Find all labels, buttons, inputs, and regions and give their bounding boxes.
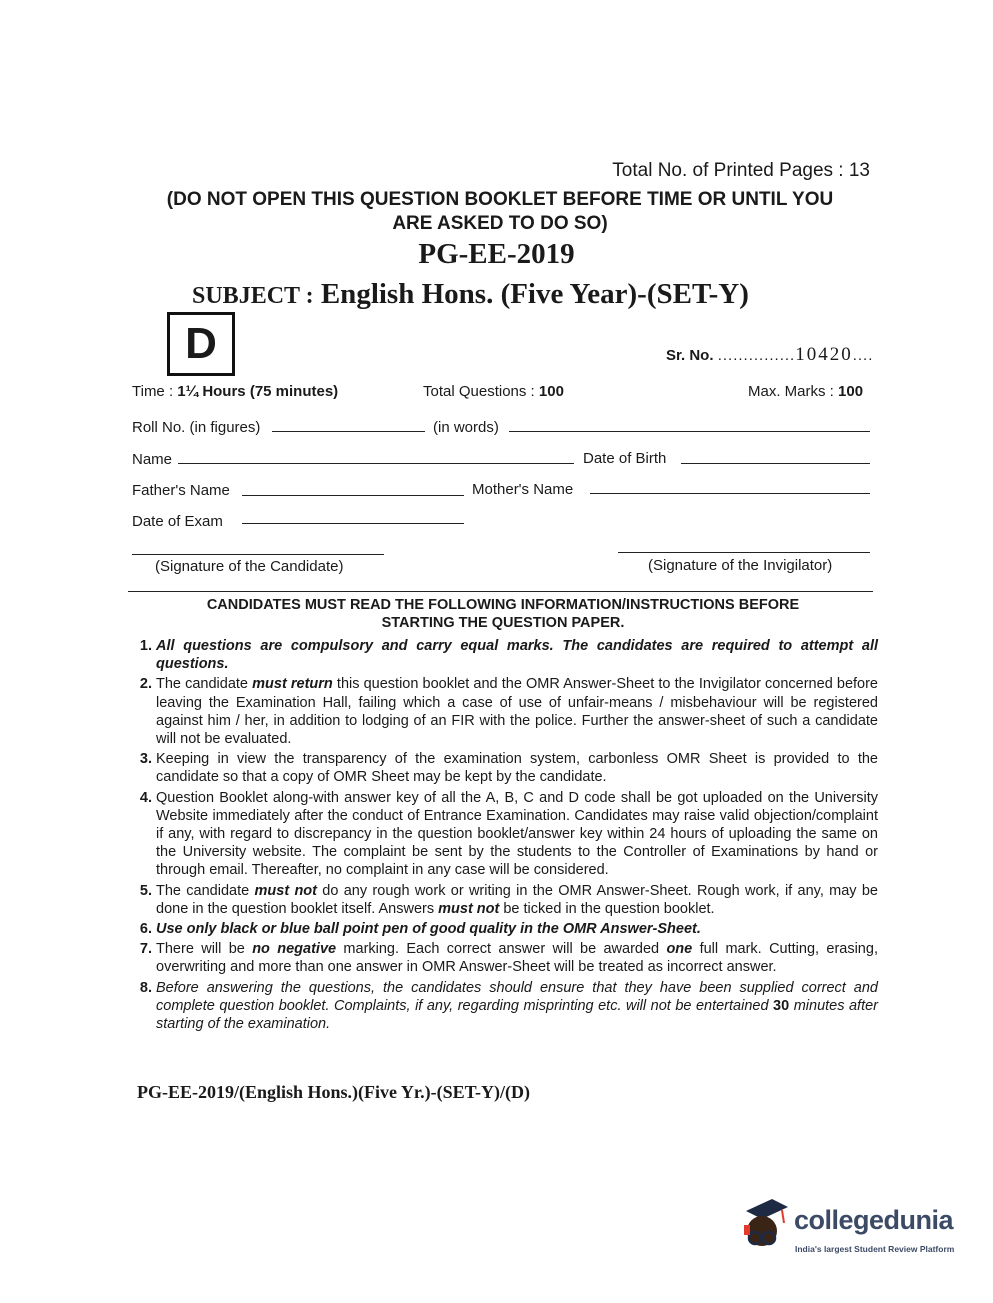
instruction-item: 4. Question Booklet along-with answer key of all the A, B, C and D code shall be got uploaded on the University Website immediately after the conduct of Entrance Examination. Candidates may raise valid objection/complaint if any, with regard to discrepancy in the question booklet/answer key within 24 hours of uploading the same on the University website. The complaint be sent by the students to the Controller of Examinations by hand or through email. Thereafter, no complaint in any case will be considered. [156, 789, 878, 880]
total-printed-pages: Total No. of Printed Pages : 13 [612, 160, 870, 181]
exam-code-title: PG-EE-2019 [418, 238, 575, 270]
instruction-item: 8. Before answering the questions, the candidates should ensure that they have been supplied correct and complete question booklet. Complaints, if any, regarding misprinting etc. will not be entertained 30 minutes after starting of the examination. [156, 979, 878, 1034]
collegedunia-logo-text: collegedunia [794, 1205, 954, 1235]
instructions-list [132, 637, 878, 1035]
father-name-label: Father's Name [132, 482, 230, 499]
dob-label: Date of Birth [583, 450, 667, 467]
invigilator-signature-line[interactable] [618, 552, 870, 553]
candidate-signature-label: (Signature of the Candidate) [155, 558, 344, 575]
time-value: 1¼ Hours (75 minutes) [177, 383, 339, 400]
dob-field[interactable] [681, 463, 870, 464]
instruction-item: 2. The candidate must return this question booklet and the OMR Answer-Sheet to the Invigilator concerned before leaving the Examination Hall, failing which a case of use of unfair-means / misbehaviour will be registered against him / her, in addition to lodging of an FIR with the police. Further the answer-sheet of such a candidate will not be evaluated. [156, 675, 878, 748]
invigilator-signature-label: (Signature of the Invigilator) [648, 557, 833, 574]
serial-number-trail: .... [852, 347, 874, 364]
collegedunia-tagline: India's largest Student Review Platform [795, 1244, 955, 1254]
date-of-exam-label: Date of Exam [132, 513, 223, 530]
warning-line-2: ARE ASKED TO DO SO) [392, 213, 608, 234]
time-info [132, 383, 338, 400]
time-label: Time : [132, 383, 174, 400]
candidate-signature-line[interactable] [132, 554, 384, 555]
booklet-set-code: D [167, 312, 235, 376]
subject-label: SUBJECT : [192, 283, 314, 309]
father-name-field[interactable] [242, 495, 464, 496]
do-not-open-warning [100, 188, 900, 236]
roll-figures-label: Roll No. (in figures) [132, 419, 261, 436]
instructions-divider [128, 591, 873, 592]
roll-figures-field[interactable] [272, 431, 425, 432]
instructions-heading-line-1: CANDIDATES MUST READ THE FOLLOWING INFORMATION/INSTRUCTIONS BEFORE [206, 597, 800, 613]
total-questions-label: Total Questions : [423, 383, 535, 400]
subject-value: English Hons. (Five Year)-(SET-Y) [320, 278, 749, 310]
warning-line-1: (DO NOT OPEN THIS QUESTION BOOKLET BEFORE TIME OR UNTIL YOU [166, 189, 834, 210]
instruction-item: 5. The candidate must not do any rough work or writing in the OMR Answer-Sheet. Rough work, if any, may be done in the question booklet itself. Answers must not be ticked in the question booklet. [156, 882, 878, 918]
total-questions-value: 100 [538, 383, 564, 400]
max-marks-value: 100 [838, 383, 864, 400]
date-of-exam-field[interactable] [242, 523, 464, 524]
roll-words-field[interactable] [509, 431, 870, 432]
max-marks-label: Max. Marks : [748, 383, 834, 400]
roll-words-label: (in words) [433, 419, 499, 436]
name-label: Name [132, 451, 173, 468]
instruction-item: 3. Keeping in view the transparency of the examination system, carbonless OMR Sheet is provided to the candidate so that a copy of OMR Sheet may be kept by the candidate. [156, 750, 878, 786]
mother-name-field[interactable] [590, 493, 870, 494]
serial-number-dots: ............... [717, 347, 796, 364]
instructions-heading-line-2: STARTING THE QUESTION PAPER. [381, 615, 625, 631]
instruction-item: 7. There will be no negative marking. Each correct answer will be awarded one full mark. Cutting, erasing, overwriting and more than one answer in OMR Answer-Sheet will be treated as incorrect answer. [156, 940, 878, 976]
serial-number-label: Sr. No. [666, 347, 714, 364]
max-marks-info [748, 383, 863, 400]
instructions-heading [120, 596, 886, 632]
total-questions-info [423, 383, 564, 400]
serial-number [666, 344, 873, 366]
instruction-item: 6. Use only black or blue ball point pen of good quality in the OMR Answer-Sheet. [156, 920, 878, 938]
footer-booklet-code: PG-EE-2019/(English Hons.)(Five Yr.)-(SET-Y)/(D) [137, 1082, 531, 1102]
instruction-item: 1. All questions are compulsory and carry equal marks. The candidates are required to attempt all questions. [156, 637, 878, 673]
name-field[interactable] [178, 463, 574, 464]
subject-line [192, 278, 749, 311]
serial-number-value: 10420 [795, 344, 853, 365]
mother-name-label: Mother's Name [472, 481, 574, 498]
